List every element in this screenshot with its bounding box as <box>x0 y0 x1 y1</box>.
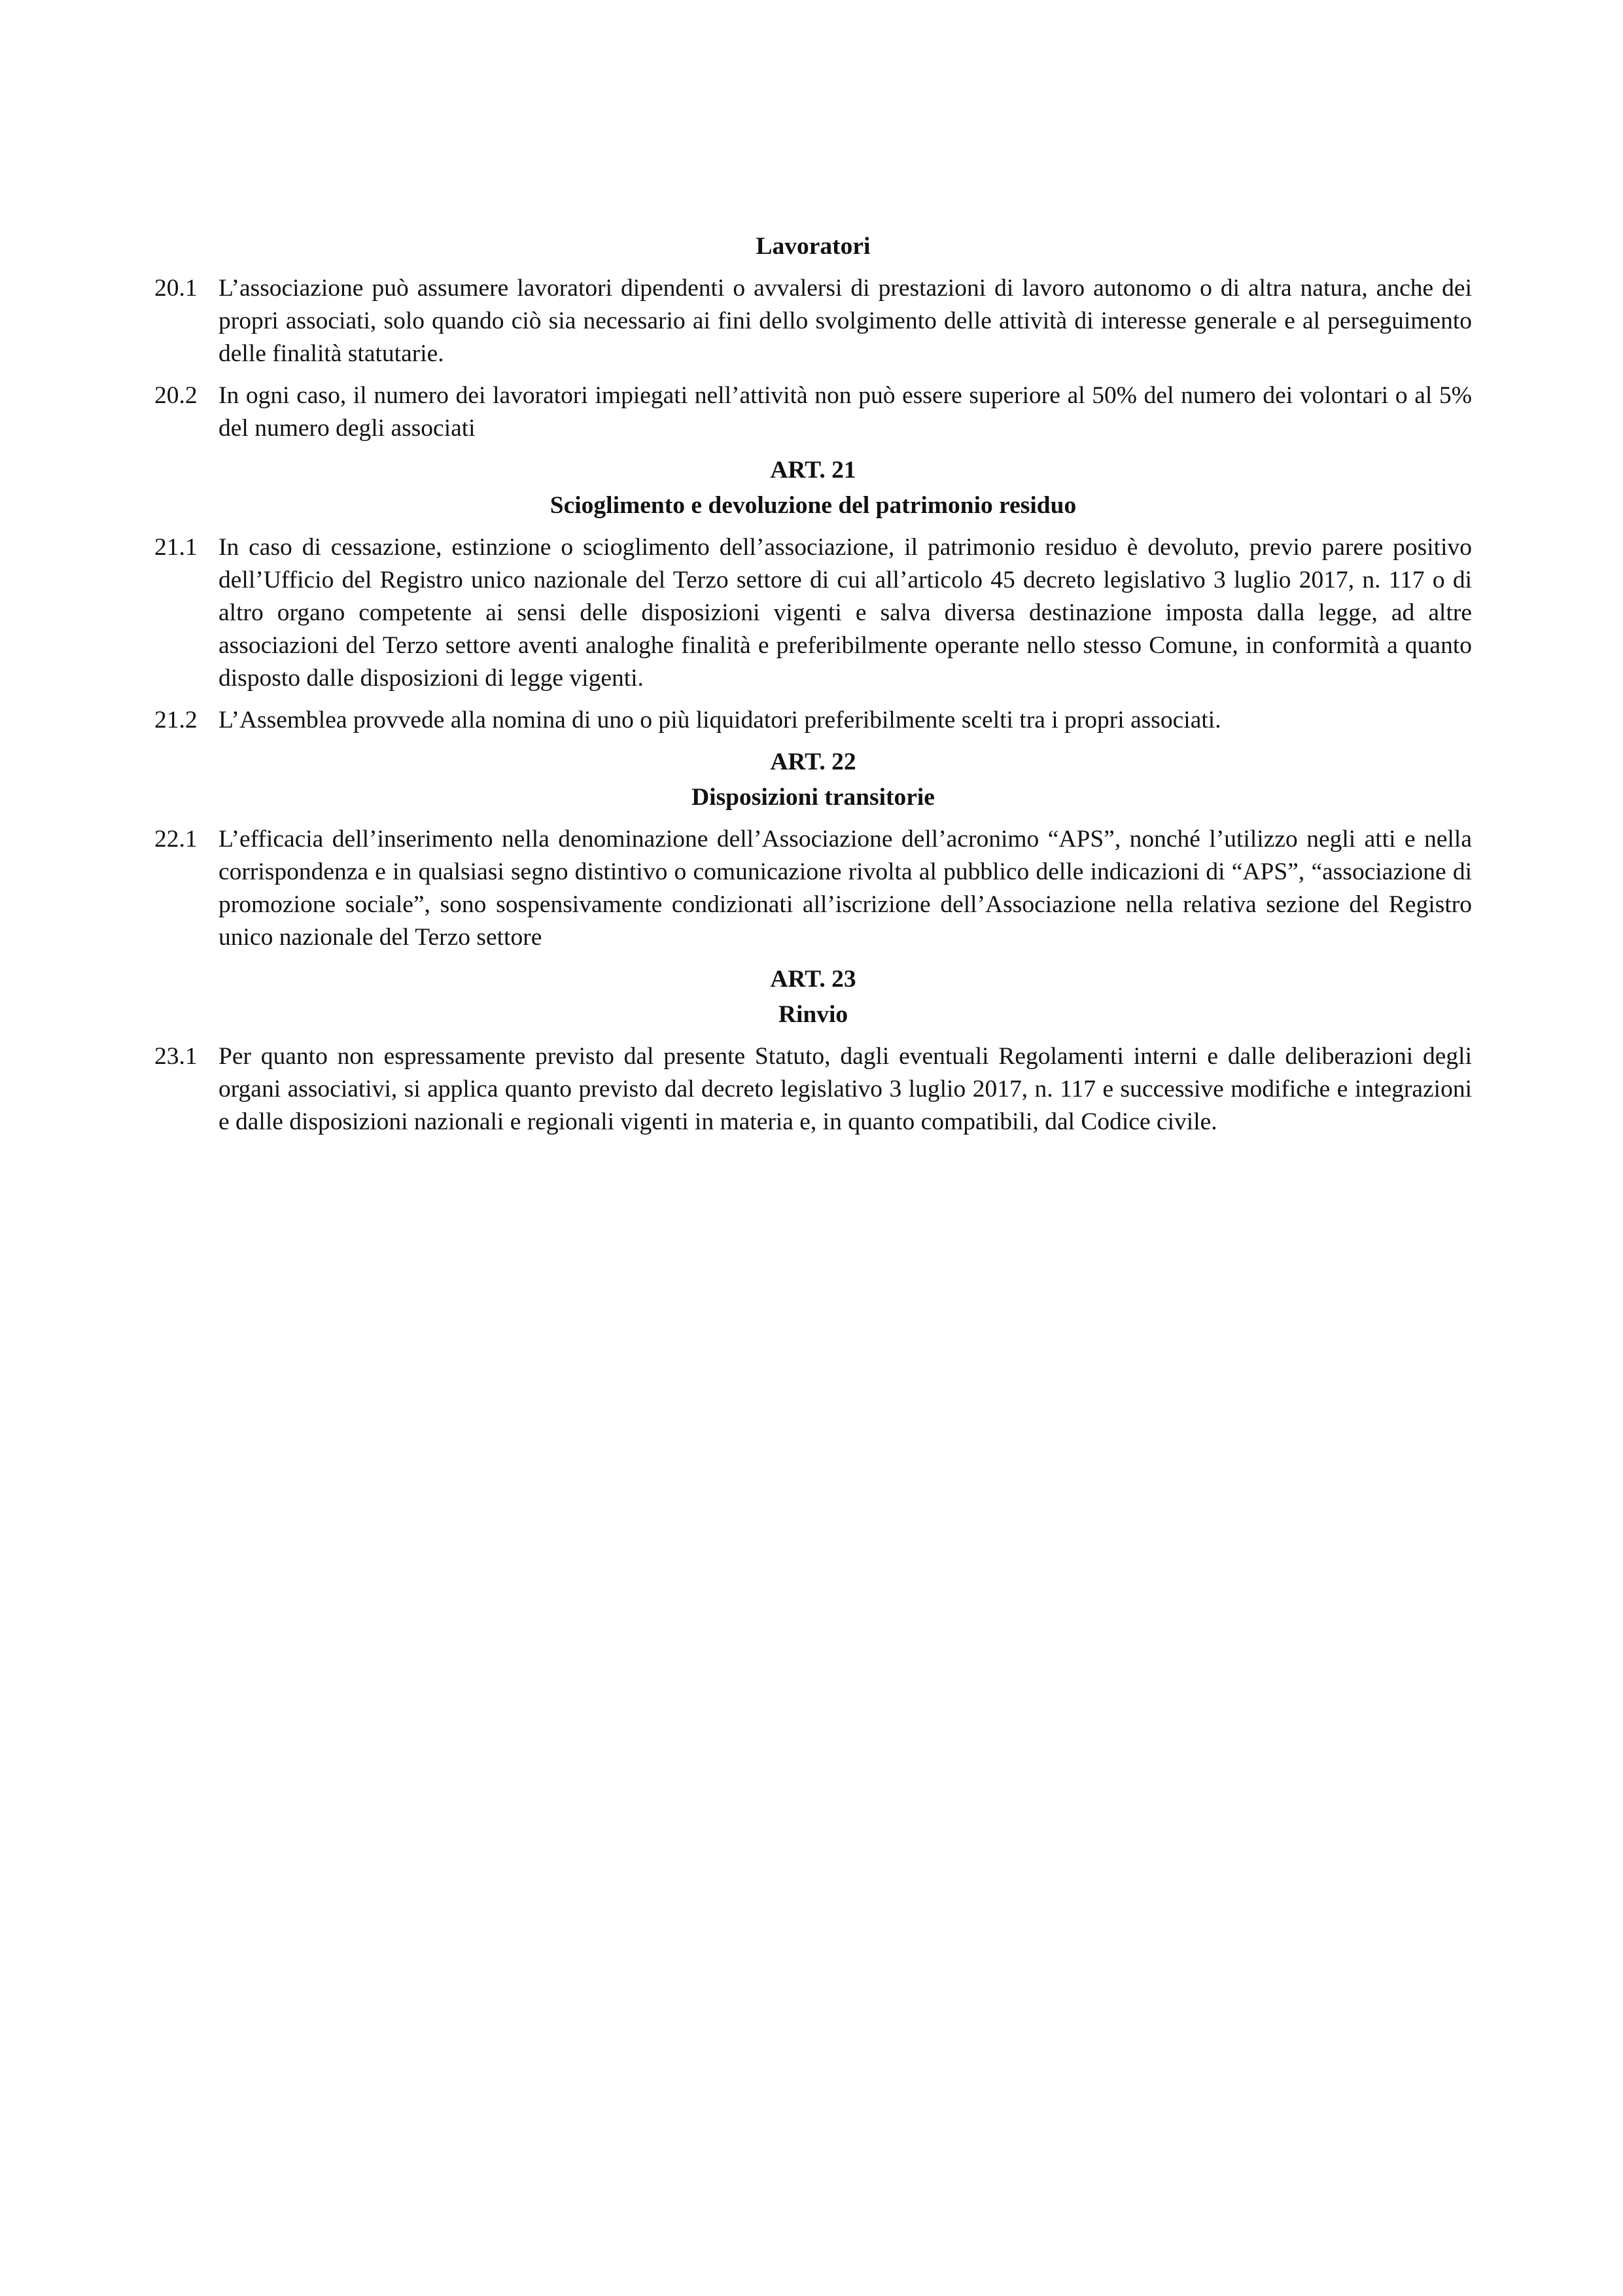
clause-number: 21.1 <box>154 534 198 561</box>
clause-text: In ogni caso, il numero dei lavoratori impiegati nell’attività non può essere superiore al 50% del numero dei volontari o al 5% del numero degli associati <box>218 382 1472 442</box>
clause-number: 21.2 <box>154 707 198 733</box>
section-art-23 <box>154 963 1472 1139</box>
clause-number: 23.1 <box>154 1043 198 1070</box>
article-number: ART. 23 <box>770 966 856 993</box>
clause-text: In caso di cessazione, estinzione o scioglimento dell’associazione, il patrimonio residuo è devoluto, previo parere positivo dell’Ufficio del Registro unico nazionale del Terzo settore di cui all’articolo 45 decreto legislativo 3 luglio 2017, n. 117 o di altro organo competente ai sensi delle disposizioni vigenti e salva diversa destinazione imposta dalla legge, ad altre associazioni del Terzo settore aventi analoghe finalità e preferibilmente operante nello stesso Comune, in conformità a quanto disposto dalle disposizioni di legge vigenti. <box>218 534 1472 692</box>
clause-23-1 <box>154 1040 1472 1139</box>
clause-number: 20.1 <box>154 275 198 302</box>
clause-20-1 <box>154 272 1472 370</box>
clause-20-2 <box>154 380 1472 445</box>
clause-21-2 <box>154 704 1472 737</box>
clause-number: 20.2 <box>154 382 198 409</box>
article-number: ART. 22 <box>770 749 856 775</box>
clause-text: Per quanto non espressamente previsto dal presente Statuto, dagli eventuali Regolamenti interni e dalle deliberazioni degli organi associativi, si applica quanto previsto dal decreto legislativo 3 luglio 2017, n. 117 e successive modifiche e integrazioni e dalle disposizioni nazionali e regionali vigenti in materia e, in quanto compatibili, dal Codice civile. <box>218 1043 1472 1135</box>
section-art-22 <box>154 746 1472 954</box>
article-number: ART. 21 <box>770 457 856 484</box>
section-lavoratori <box>154 230 1472 445</box>
section-title: Rinvio <box>778 1001 848 1028</box>
clause-text: L’Assemblea provvede alla nomina di uno o più liquidatori preferibilmente scelti tra i propri associati. <box>218 707 1221 733</box>
document-page <box>154 230 1472 1148</box>
clause-text: L’efficacia dell’inserimento nella denominazione dell’Associazione dell’acronimo “APS”, nonché l’utilizzo negli atti e nella corrispondenza e in qualsiasi segno distintivo o comunicazione rivolta al pubblico delle indicazioni di “APS”, “associazione di promozione sociale”, sono sospensivamente condizionati all’iscrizione dell’Associazione nella relativa sezione del Registro unico nazionale del Terzo settore <box>218 826 1472 951</box>
section-title: Scioglimento e devoluzione del patrimonio residuo <box>550 492 1077 519</box>
clause-22-1 <box>154 823 1472 954</box>
section-title: Disposizioni transitorie <box>691 784 935 811</box>
section-art-21 <box>154 454 1472 737</box>
clause-number: 22.1 <box>154 826 198 853</box>
clause-21-1 <box>154 531 1472 695</box>
clause-text: L’associazione può assumere lavoratori dipendenti o avvalersi di prestazioni di lavoro autonomo o di altra natura, anche dei propri associati, solo quando ciò sia necessario ai fini dello svolgimento delle attività di interesse generale e al perseguimento delle finalità statutarie. <box>218 275 1472 367</box>
section-title: Lavoratori <box>756 233 871 260</box>
